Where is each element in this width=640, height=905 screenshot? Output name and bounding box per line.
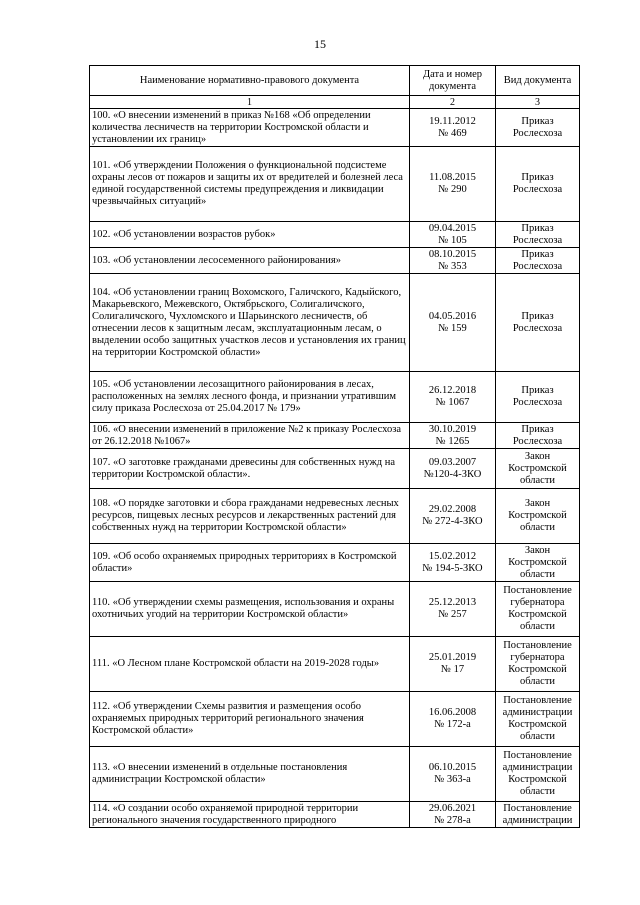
document-name: 100. «О внесении изменений в приказ №168 «Об определении количества лесничеств на территории Костромской области и установлении их границ» [90, 109, 410, 147]
document-number: № 469 [438, 127, 467, 139]
document-name: 105. «Об установлении лесозащитного районирования в лесах, расположенных на землях лесного фонда, и признании утратившим силу приказа Рослесхоза от 25.04.2017 № 179» [90, 372, 410, 423]
document-date-number [410, 109, 496, 147]
document-number: № 159 [438, 322, 467, 334]
document-number: № 172-а [434, 719, 471, 730]
document-number: № 194-5-ЗКО [422, 562, 483, 574]
document-kind: Приказ Рослесхоза [496, 248, 580, 274]
document-kind: Закон Костромской области [496, 544, 580, 582]
document-kind: Приказ Рослесхоза [496, 372, 580, 423]
document-kind: Приказ Рослесхоза [496, 147, 580, 222]
document-number: №120-4-ЗКО [423, 468, 482, 480]
document-date: 19.11.2012 [429, 115, 476, 127]
document-date-number [410, 544, 496, 582]
document-date-number [410, 637, 496, 692]
table-row [90, 372, 580, 423]
document-date: 11.08.2015 [429, 172, 476, 183]
document-date-number [410, 582, 496, 637]
table-row [90, 802, 580, 828]
document-date: 29.02.2008 [428, 504, 477, 515]
document-number: № 290 [438, 184, 467, 195]
document-number: № 278-а [434, 814, 471, 826]
header-name: Наименование нормативно-правового документа [90, 66, 410, 96]
document-date-number [410, 692, 496, 747]
document-date: 16.06.2008 [428, 707, 477, 718]
column-number: 2 [410, 96, 496, 109]
table-row [90, 747, 580, 802]
document-kind: Постановление губернатора Костромской области [496, 582, 580, 637]
document-name: 106. «О внесении изменений в приложение №2 к приказу Рослесхоза от 26.12.2018 №1067» [90, 423, 410, 449]
document-date: 09.04.2015 [428, 222, 477, 234]
document-number: № 1067 [435, 397, 470, 408]
document-kind: Приказ Рослесхоза [496, 274, 580, 372]
document-kind: Приказ Рослесхоза [496, 109, 580, 147]
column-number: 3 [496, 96, 580, 109]
document-date: 26.12.2018 [428, 385, 477, 396]
document-kind: Приказ Рослесхоза [496, 423, 580, 449]
document-name: 102. «Об установлении возрастов рубок» [90, 222, 410, 248]
table-row [90, 109, 580, 147]
table-row [90, 489, 580, 544]
document-kind: Постановление администрации [496, 802, 580, 828]
column-number-row [90, 96, 580, 109]
document-name: 104. «Об установлении границ Вохомского, Галичского, Кадыйского, Макарьевского, Межевского, Октябрьского, Солигаличского, Солигаличского, Чухломского и Шарьинского лесничеств, об отнесении лесов к защитным лесам, эксплуатационным лесам, о выделении особо защитных участков лесов и установления их границ на территории Костромской области» [90, 274, 410, 372]
document-number: № 363-а [434, 774, 471, 785]
document-date: 25.01.2019 [428, 652, 477, 663]
table-row [90, 423, 580, 449]
document-kind: Закон Костромской области [496, 449, 580, 489]
document-kind: Приказ Рослесхоза [496, 222, 580, 248]
document-date-number [410, 274, 496, 372]
table-row [90, 544, 580, 582]
document-date: 15.02.2012 [428, 550, 477, 562]
document-name: 103. «Об установлении лесосеменного районирования» [90, 248, 410, 274]
document-name: 114. «О создании особо охраняемой природной территории регионального значения государственного природного [90, 802, 410, 828]
table-row [90, 692, 580, 747]
document-date: 09.03.2007 [428, 456, 477, 468]
document-number: № 353 [438, 260, 467, 272]
document-kind: Постановление администрации Костромской области [496, 747, 580, 802]
document-kind: Постановление губернатора Костромской области [496, 637, 580, 692]
document-date: 25.12.2013 [428, 597, 477, 608]
document-date-number [410, 449, 496, 489]
table-row [90, 222, 580, 248]
document-date: 30.10.2019 [428, 423, 477, 435]
document-number: № 17 [440, 664, 465, 675]
documents-table [89, 65, 580, 828]
document-date-number [410, 489, 496, 544]
document-name: 101. «Об утверждении Положения о функциональной подсистеме охраны лесов от пожаров и защиты их от вредителей и болезней леса единой государственной системы предупреждения и ликвидации чрезвычайных ситуаций» [90, 147, 410, 222]
header-date: Дата и номер документа [410, 66, 496, 96]
document-date: 04.05.2016 [428, 310, 477, 322]
document-name: 113. «О внесении изменений в отдельные постановления администрации Костромской области» [90, 747, 410, 802]
document-date-number [410, 248, 496, 274]
column-number: 1 [90, 96, 410, 109]
table-row [90, 274, 580, 372]
table-header-row [90, 66, 580, 96]
document-name: 108. «О порядке заготовки и сбора гражданами недревесных лесных ресурсов, пищевых лесных ресурсов и лекарственных растений для собственных нужд на территории Костромской области» [90, 489, 410, 544]
document-number: № 105 [438, 234, 467, 246]
document-name: 110. «Об утверждении схемы размещения, использования и охраны охотничьих угодий на территории Костромской области» [90, 582, 410, 637]
document-date-number [410, 147, 496, 222]
document-name: 111. «О Лесном плане Костромской области на 2019-2028 годы» [90, 637, 410, 692]
document-date-number [410, 802, 496, 828]
document-date: 06.10.2015 [428, 762, 477, 773]
document-date: 08.10.2015 [428, 248, 477, 260]
table-row [90, 449, 580, 489]
document-name: 109. «Об особо охраняемых природных территориях в Костромской области» [90, 544, 410, 582]
table-row [90, 147, 580, 222]
document-number: № 272-4-ЗКО [422, 516, 483, 527]
table-row [90, 582, 580, 637]
document-date-number [410, 747, 496, 802]
page-number: 15 [314, 37, 326, 51]
document-name: 112. «Об утверждении Схемы развития и размещения особо охраняемых природных территорий регионального значения Костромской области» [90, 692, 410, 747]
document-date-number [410, 222, 496, 248]
document-date: 29.06.2021 [428, 802, 477, 814]
document-number: № 1265 [435, 435, 470, 447]
table-row [90, 637, 580, 692]
table-row [90, 248, 580, 274]
document-name: 107. «О заготовке гражданами древесины для собственных нужд на территории Костромской области». [90, 449, 410, 489]
document-kind: Постановление администрации Костромской области [496, 692, 580, 747]
document-kind: Закон Костромской области [496, 489, 580, 544]
document-number: № 257 [438, 609, 467, 620]
document-date-number [410, 423, 496, 449]
header-kind: Вид документа [496, 66, 580, 96]
document-date-number [410, 372, 496, 423]
